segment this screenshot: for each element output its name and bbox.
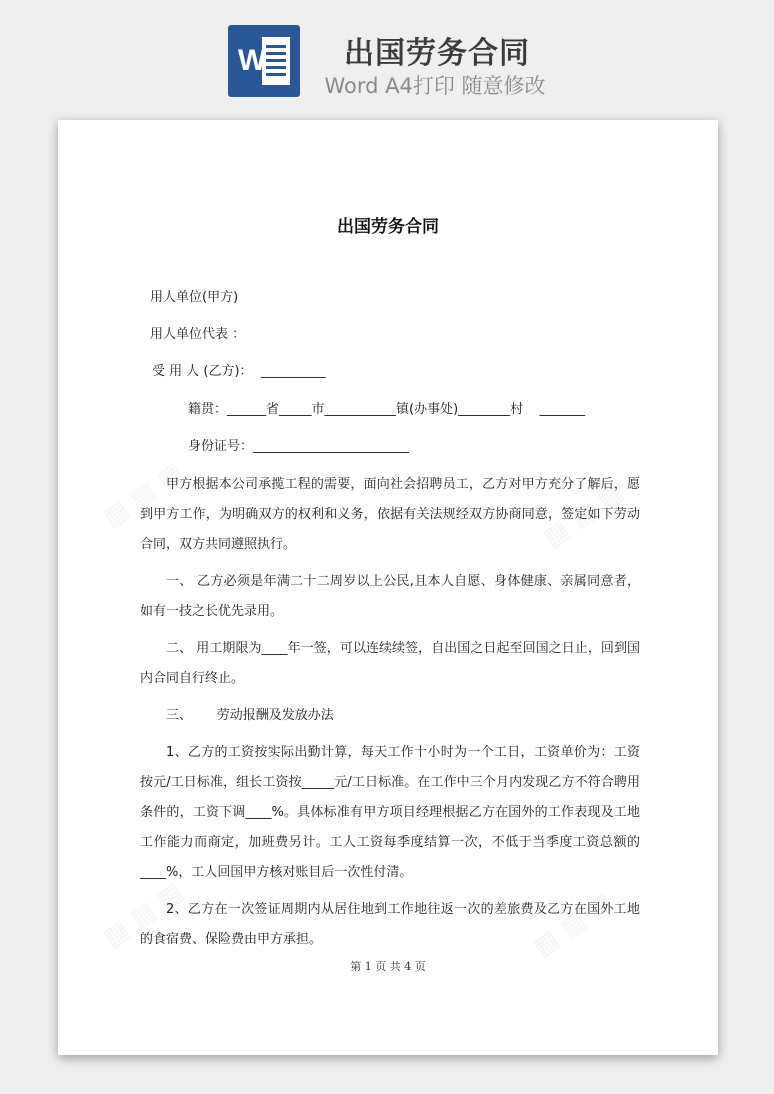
contract-body xyxy=(140,470,640,962)
field-employer: 用人单位(甲方) xyxy=(150,290,239,305)
document-page xyxy=(58,120,718,1055)
field-id-number: 身份证号：________________________ xyxy=(188,439,410,454)
clause-3-item-1: 1、乙方的工资按实际出勤计算，每天工作十小时为一个工日，工资单价为：工资按元/工日标准，组长工资按_____元/工日标准。在工作中三个月内发现乙方不符合聘用条件的，工资下调____%。具体标准有甲方项目经理根据乙方在国外的工作表现及工地工作能力而商定，加班费另计。工人工资每季度结算一次，不低于当季度工资总额的____%，工人回国甲方核对账目后一次性付清。 xyxy=(140,745,640,880)
clause-1: 一、 乙方必须是年满二十二周岁以上公民,且本人自愿、身体健康、亲属同意者，如有一技之长优先录用。 xyxy=(140,574,640,619)
banner xyxy=(0,0,774,110)
clause-3-heading: 三、 劳动报酬及发放办法 xyxy=(166,708,334,723)
field-employee: 受 用 人 (乙方)： __________ xyxy=(152,364,326,379)
paragraph: 甲方根据本公司承揽工程的需要，面向社会招聘员工，乙方对甲方充分了解后，愿到甲方工作，为明确双方的权利和义务，依据有关法规经双方协商同意，签定如下劳动合同，双方共同遵照执行。 xyxy=(140,477,640,552)
page-number-footer: 第 1 页 共 4 页 xyxy=(350,960,426,973)
document-title: 出国劳务合同 xyxy=(337,217,439,237)
banner-subtitle: Word A4打印 随意修改 xyxy=(324,74,546,98)
field-employer-rep: 用人单位代表 ： xyxy=(150,327,246,342)
clause-2: 二、 用工期限为____年一签，可以连续续签，自出国之日起至回国之日止，回到国内合同自行终止。 xyxy=(140,641,640,686)
word-icon xyxy=(228,25,300,97)
banner-title: 出国劳务合同 xyxy=(344,36,530,71)
clause-3-item-2: 2、乙方在一次签证周期内从居住地到工作地往返一次的差旅费及乙方在国外工地的食宿费、保险费由甲方承担。 xyxy=(140,902,640,947)
field-native-place: 籍贯：______省_____市___________镇(办事处)________村 _______ xyxy=(188,402,586,417)
word-icon-letter: W xyxy=(237,44,267,77)
